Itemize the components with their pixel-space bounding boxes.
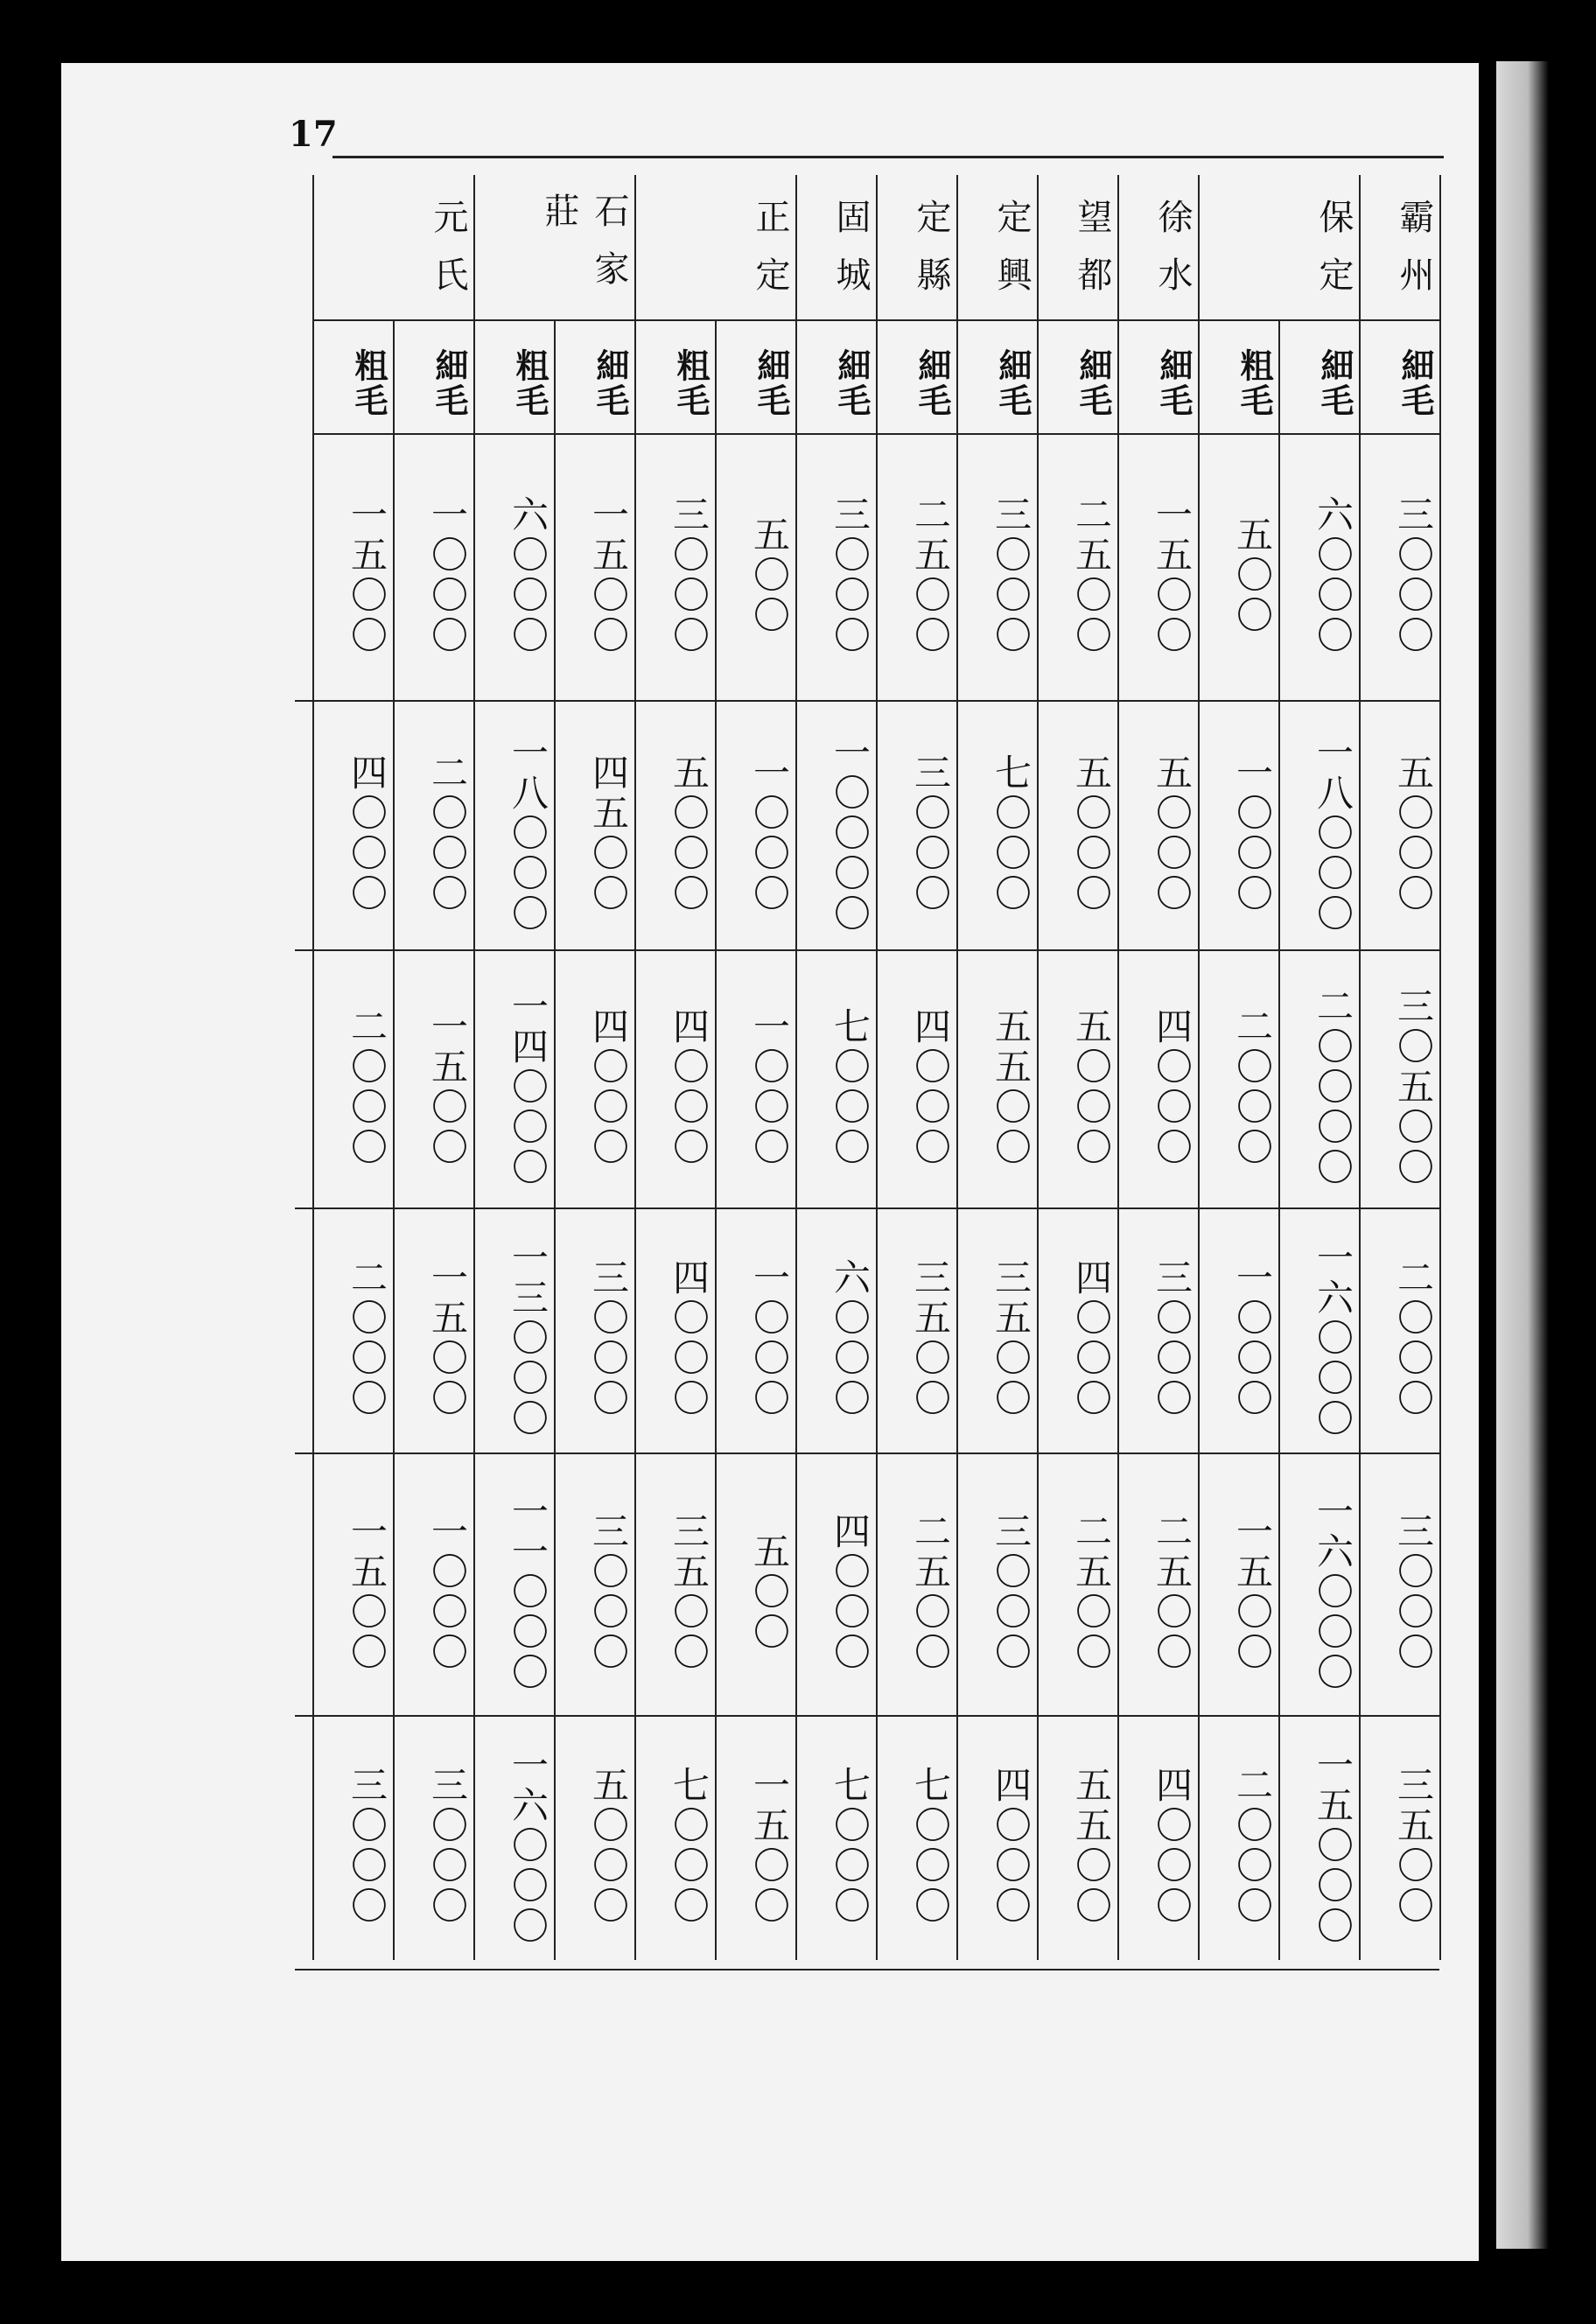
price-cell: 一〇〇〇〇 — [829, 732, 872, 934]
price-cell: 二〇〇〇 — [1231, 1006, 1274, 1168]
grade-label: 細毛 — [1154, 347, 1194, 418]
grade-label: 細毛 — [1074, 347, 1113, 418]
book-spine — [1479, 52, 1496, 2275]
grade-label: 細毛 — [1315, 347, 1354, 418]
price-cell: 二〇〇〇 — [426, 752, 469, 914]
place-header: 徐水 — [1152, 198, 1193, 314]
top-rule — [332, 156, 1444, 158]
price-cell: 一五〇〇 — [1231, 1512, 1274, 1673]
column-divider — [473, 175, 475, 1960]
price-cell: 二五〇〇 — [1070, 1512, 1113, 1673]
price-cell: 四五〇〇 — [587, 752, 630, 914]
row-rule — [295, 1452, 1439, 1454]
grade-divider — [393, 319, 395, 1960]
price-cell: 六〇〇〇 — [1312, 494, 1354, 656]
price-cell: 一五〇〇 — [346, 1512, 388, 1673]
price-cell: 二五〇〇 — [909, 1512, 952, 1673]
price-cell: 三〇〇〇 — [1151, 1258, 1194, 1419]
place-header: 固城 — [830, 198, 871, 314]
column-divider — [1117, 175, 1119, 1960]
price-cell: 四〇〇〇 — [668, 1258, 710, 1419]
price-cell: 一六〇〇〇 — [1312, 1492, 1354, 1693]
page-edge — [1496, 61, 1549, 2249]
price-cell: 一〇〇〇 — [1231, 752, 1274, 914]
price-cell: 一五〇〇〇 — [1312, 1746, 1354, 1947]
price-cell: 四〇〇〇 — [346, 752, 388, 914]
grade-label: 細毛 — [430, 347, 469, 418]
price-cell: 一三〇〇〇 — [507, 1238, 550, 1439]
price-cell: 三〇〇〇 — [990, 494, 1032, 656]
grade-label: 粗毛 — [671, 347, 710, 418]
grade-label: 粗毛 — [510, 347, 550, 418]
price-cell: 三〇〇〇 — [668, 494, 710, 656]
place-header: 定縣 — [911, 198, 951, 314]
price-cell: 一五〇〇 — [1151, 494, 1194, 656]
grade-label: 細毛 — [1396, 347, 1435, 418]
price-cell: 五〇〇〇 — [668, 752, 710, 914]
price-cell: 五五〇〇 — [1070, 1766, 1113, 1927]
column-divider — [634, 175, 636, 1960]
price-cell: 一〇〇〇 — [748, 1258, 791, 1419]
price-cell: 七〇〇〇 — [829, 1006, 872, 1168]
price-cell: 三〇〇〇 — [587, 1512, 630, 1673]
price-cell: 二〇〇〇 — [346, 1258, 388, 1419]
price-cell: 三〇〇〇 — [829, 494, 872, 656]
table-bottom-rule — [295, 1969, 1439, 1970]
price-cell: 一六〇〇〇 — [507, 1746, 550, 1947]
price-cell: 七〇〇〇 — [909, 1766, 952, 1927]
price-cell: 一〇〇〇 — [748, 752, 791, 914]
column-divider — [1359, 175, 1361, 1960]
price-cell: 三〇〇〇 — [990, 1512, 1032, 1673]
grade-label: 細毛 — [832, 347, 872, 418]
price-cell: 二五〇〇 — [1070, 494, 1113, 656]
price-cell: 五〇〇 — [1231, 514, 1274, 636]
price-cell: 五〇〇 — [748, 514, 791, 636]
price-cell: 一〇〇〇 — [426, 1512, 469, 1673]
price-cell: 四〇〇〇 — [909, 1006, 952, 1168]
price-cell: 七〇〇〇 — [990, 752, 1032, 914]
grade-label: 細毛 — [752, 347, 791, 418]
price-cell: 七〇〇〇 — [668, 1766, 710, 1927]
price-cell: 三〇五〇〇 — [1392, 986, 1435, 1188]
price-cell: 五〇〇 — [748, 1532, 791, 1653]
row-rule — [295, 1715, 1439, 1717]
grade-divider — [1278, 319, 1280, 1960]
price-cell: 一〇〇〇 — [1231, 1258, 1274, 1419]
price-cell: 六〇〇〇 — [507, 494, 550, 656]
price-cell: 六〇〇〇 — [829, 1258, 872, 1419]
price-cell: 四〇〇〇 — [1151, 1006, 1194, 1168]
price-cell: 三五〇〇 — [1392, 1766, 1435, 1927]
column-divider — [1198, 175, 1200, 1960]
price-cell: 三五〇〇 — [909, 1258, 952, 1419]
price-cell: 三〇〇〇 — [587, 1258, 630, 1419]
price-cell: 三五〇〇 — [668, 1512, 710, 1673]
grade-divider — [715, 319, 717, 1960]
price-cell: 五〇〇〇 — [1392, 752, 1435, 914]
price-cell: 四〇〇〇 — [668, 1006, 710, 1168]
price-cell: 一四〇〇〇 — [507, 986, 550, 1188]
place-header: 元氏 — [428, 198, 468, 314]
price-cell: 一五〇〇 — [346, 494, 388, 656]
place-header: 定興 — [991, 198, 1032, 314]
price-cell: 二〇〇〇 — [1231, 1766, 1274, 1927]
price-cell: 一〇〇〇 — [426, 494, 469, 656]
price-cell: 三五〇〇 — [990, 1258, 1032, 1419]
column-divider — [1037, 175, 1039, 1960]
place-header: 正定 — [750, 198, 790, 314]
grade-label: 粗毛 — [1235, 347, 1274, 418]
price-cell: 四〇〇〇 — [990, 1766, 1032, 1927]
price-cell: 一〇〇〇 — [748, 1006, 791, 1168]
price-cell: 一五〇〇 — [426, 1258, 469, 1419]
place-header: 保定 — [1313, 198, 1354, 314]
price-cell: 一六〇〇〇 — [1312, 1238, 1354, 1439]
price-cell: 五〇〇〇 — [1070, 1006, 1113, 1168]
price-cell: 一八〇〇〇 — [507, 732, 550, 934]
price-cell: 五五〇〇 — [990, 1006, 1032, 1168]
price-cell: 一五〇〇 — [426, 1006, 469, 1168]
grade-label: 粗毛 — [349, 347, 388, 418]
price-cell: 四〇〇〇 — [1151, 1766, 1194, 1927]
row-rule — [295, 700, 1439, 702]
place-header: 望都 — [1072, 198, 1112, 314]
price-cell: 二五〇〇 — [1151, 1512, 1194, 1673]
price-cell: 一一〇〇〇 — [507, 1492, 550, 1693]
price-cell: 五〇〇〇 — [1151, 752, 1194, 914]
price-cell: 四〇〇〇 — [587, 1006, 630, 1168]
place-header: 霸州 — [1394, 198, 1434, 314]
grade-label: 細毛 — [591, 347, 630, 418]
page-number: 17 — [289, 114, 338, 155]
grade-label: 細毛 — [993, 347, 1032, 418]
price-cell: 一五〇〇 — [748, 1766, 791, 1927]
price-cell: 五〇〇〇 — [1070, 752, 1113, 914]
price-cell: 二〇〇〇 — [1392, 1258, 1435, 1419]
price-cell: 四〇〇〇 — [829, 1512, 872, 1673]
column-divider — [956, 175, 958, 1960]
grade-divider — [554, 319, 556, 1960]
price-cell: 三〇〇〇 — [1392, 1512, 1435, 1673]
price-cell: 二五〇〇 — [909, 494, 952, 656]
row-rule — [295, 1208, 1439, 1209]
price-cell: 三〇〇〇 — [1392, 494, 1435, 656]
price-cell: 三〇〇〇 — [346, 1766, 388, 1927]
grade-label: 細毛 — [913, 347, 952, 418]
price-cell: 二〇〇〇 — [346, 1006, 388, 1168]
column-divider — [876, 175, 878, 1960]
price-cell: 七〇〇〇 — [829, 1766, 872, 1927]
price-cell: 二〇〇〇〇 — [1312, 986, 1354, 1188]
column-divider — [795, 175, 797, 1960]
price-cell: 四〇〇〇 — [1070, 1258, 1113, 1419]
price-cell: 一五〇〇 — [587, 494, 630, 656]
row-rule — [295, 949, 1439, 951]
column-divider — [1439, 175, 1441, 1960]
place-header: 石家莊 — [539, 192, 629, 308]
price-cell: 三〇〇〇 — [426, 1766, 469, 1927]
price-cell: 一八〇〇〇 — [1312, 732, 1354, 934]
price-cell: 三〇〇〇 — [909, 752, 952, 914]
price-cell: 五〇〇〇 — [587, 1766, 630, 1927]
